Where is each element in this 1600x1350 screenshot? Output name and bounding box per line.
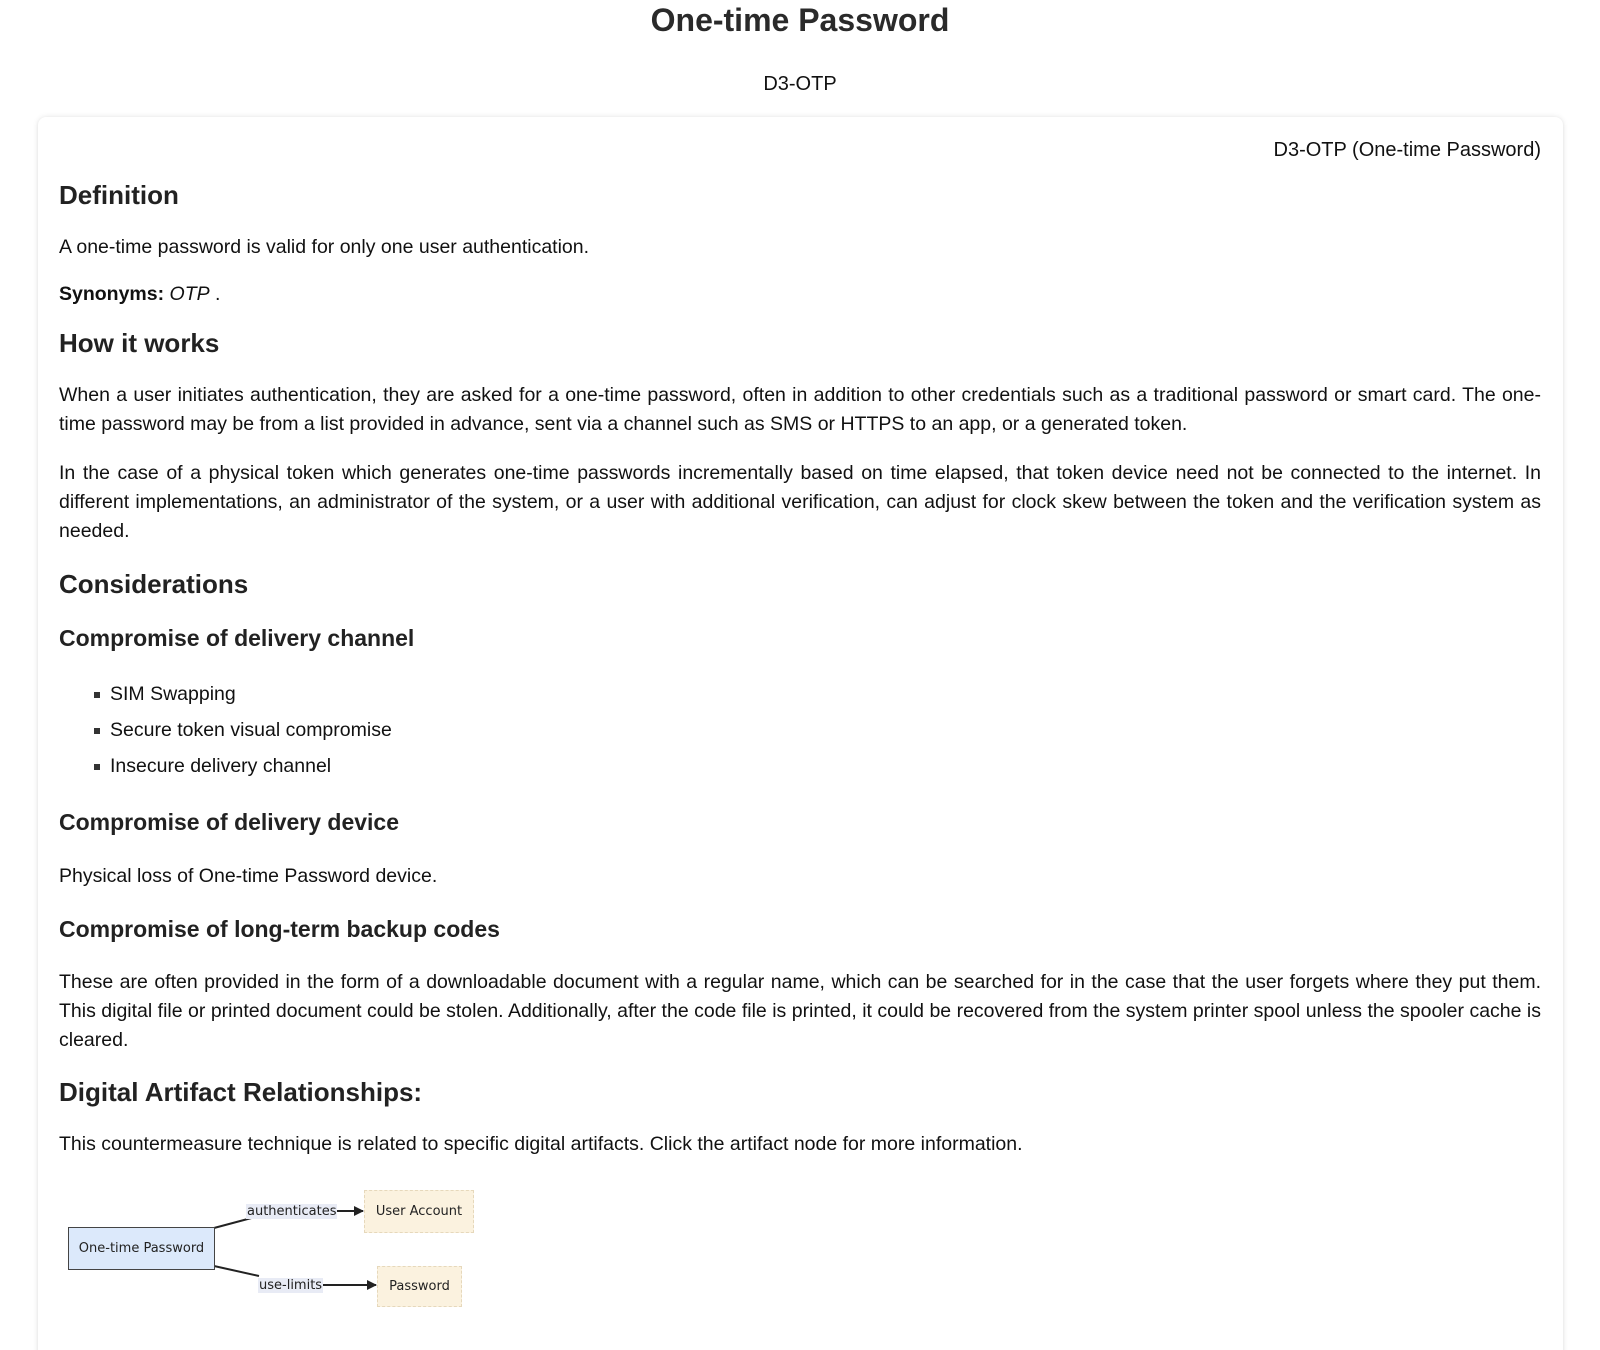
list-item: SIM Swapping [94, 676, 392, 712]
list-item: Insecure delivery channel [94, 748, 392, 784]
diagram-node-one-time-password[interactable]: One-time Password [68, 1227, 215, 1270]
backup-codes-text: These are often provided in the form of a downloadable document with a regular name, which can be searched for in the case that the user forgets where they put them. This digital file or printed document could be stolen. Additionally, after the code file is printed, it could be recovered from the system printer spool unless the spooler cache is cleared. [59, 971, 1541, 1051]
diagram-node-user-account[interactable]: User Account [364, 1190, 474, 1233]
page-title: One-time Password [650, 2, 950, 38]
edge-label-use-limits: use-limits [259, 1278, 323, 1293]
how-it-works-heading: How it works [59, 328, 220, 358]
delivery-channel-heading: Compromise of delivery channel [59, 625, 415, 651]
synonyms-suffix: . [209, 283, 221, 305]
synonyms-label: Synonyms: [59, 283, 165, 305]
technique-card [38, 117, 1563, 1350]
artifact-diagram [59, 1177, 559, 1327]
definition-text: A one-time password is valid for only one user authentication. [59, 236, 590, 258]
diagram-node-password[interactable]: Password [377, 1266, 462, 1307]
definition-heading: Definition [59, 180, 179, 210]
edge-label-authenticates: authenticates [247, 1204, 337, 1219]
considerations-heading: Considerations [59, 569, 249, 599]
backup-codes-heading: Compromise of long-term backup codes [59, 916, 500, 942]
technique-id-label: D3-OTP (One-time Password) [1273, 139, 1541, 161]
artifacts-heading: Digital Artifact Relationships: [59, 1077, 423, 1107]
delivery-device-text: Physical loss of One-time Password device. [59, 865, 438, 887]
delivery-device-heading: Compromise of delivery device [59, 809, 400, 835]
list-item: Secure token visual compromise [94, 712, 392, 748]
synonyms-line [59, 280, 1541, 309]
page-subtitle: D3-OTP [763, 73, 837, 95]
how-it-works-paragraph: When a user initiates authentication, they are asked for a one-time password, often in addition to other credentials such as a traditional password or smart card. The one-time password may be from a list provided in advance, sent via a channel such as SMS or HTTPS to an app, or a generated token. [59, 384, 1541, 435]
synonyms-value: OTP [169, 283, 210, 305]
artifacts-text: This countermeasure technique is related to specific digital artifacts. Click the artifact node for more information. [59, 1133, 1023, 1155]
how-it-works-paragraph: In the case of a physical token which generates one-time passwords incrementally based on time elapsed, that token device need not be connected to the internet. In different implementations, an administrator of the system, or a user with additional verification, can adjust for clock skew between the token and the verification system as needed. [59, 462, 1541, 542]
delivery-channel-list [94, 676, 392, 784]
